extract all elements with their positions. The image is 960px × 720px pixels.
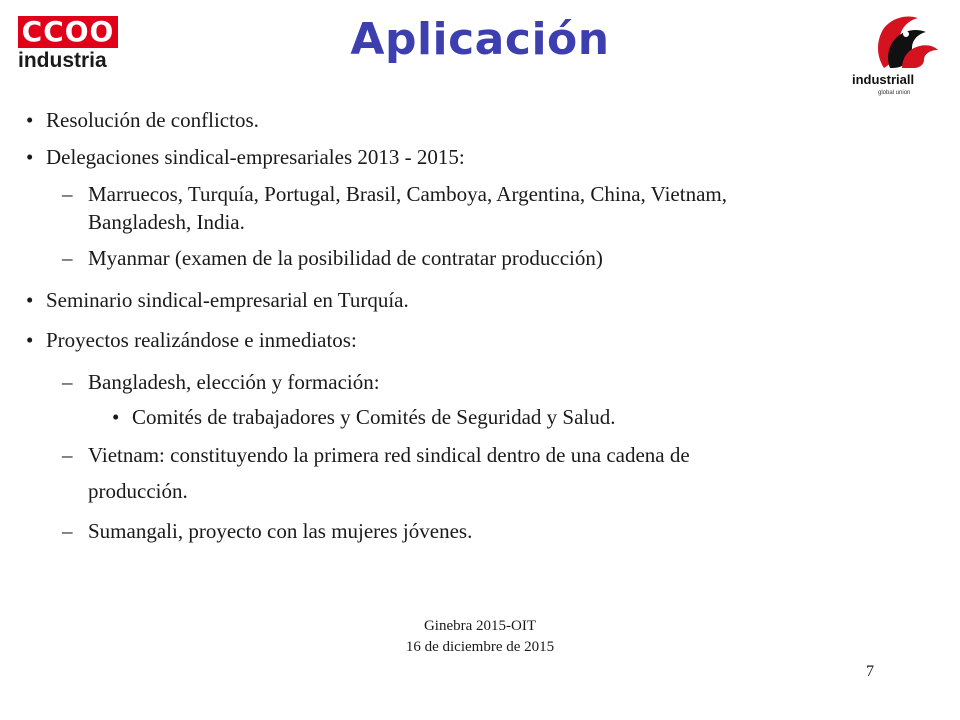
- bullet-icon: •: [26, 145, 34, 169]
- dash-icon: –: [62, 443, 73, 467]
- ccoo-logo-text: CCOO: [21, 15, 115, 48]
- list-item: Sumangali, proyecto con las mujeres jóvenes.: [88, 519, 473, 543]
- list-item-line: Vietnam: constituyendo la primera red sindical dentro de una cadena de: [88, 443, 690, 467]
- bullet-icon: •: [26, 328, 34, 352]
- list-item: Bangladesh, elección y formación:: [88, 370, 380, 394]
- industriall-logo-wordmark: industriall: [852, 72, 915, 87]
- list-item: Delegaciones sindical-empresariales 2013 - 2015:: [46, 145, 465, 169]
- dash-icon: –: [62, 519, 73, 543]
- slide-title: Aplicación: [350, 14, 610, 65]
- footer-date: 16 de diciembre de 2015: [405, 639, 555, 655]
- list-item: Resolución de conflictos.: [46, 108, 259, 132]
- list-item-line: producción.: [88, 479, 188, 503]
- list-item: Proyectos realizándose e inmediatos:: [46, 328, 357, 352]
- bullet-icon: •: [26, 108, 34, 132]
- list-item-line: Bangladesh, India.: [88, 210, 245, 234]
- industriall-logo-subtitle: global union: [878, 90, 911, 96]
- dash-icon: –: [62, 182, 73, 206]
- dash-icon: –: [62, 370, 73, 394]
- page-number: 7: [866, 663, 874, 680]
- ccoo-logo-subtitle: industria: [18, 49, 107, 72]
- list-item-line: Marruecos, Turquía, Portugal, Brasil, Camboya, Argentina, China, Vietnam,: [88, 182, 727, 206]
- list-item: Comités de trabajadores y Comités de Seguridad y Salud.: [132, 405, 616, 429]
- dash-icon: –: [62, 246, 73, 270]
- bullet-icon: •: [112, 405, 120, 429]
- list-item: Seminario sindical-empresarial en Turquía.: [46, 288, 409, 312]
- list-item: Myanmar (examen de la posibilidad de contratar producción): [88, 246, 603, 270]
- footer-venue: Ginebra 2015-OIT: [423, 618, 537, 634]
- bullet-icon: •: [26, 288, 34, 312]
